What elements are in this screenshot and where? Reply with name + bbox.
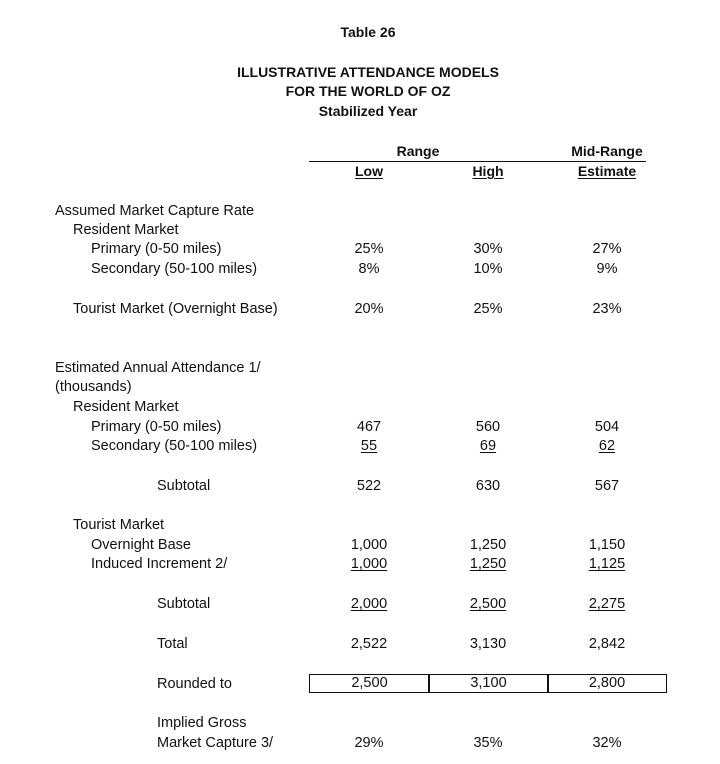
cell-low: 467	[356, 419, 382, 435]
cell-high: 1,250	[469, 537, 507, 553]
title-line-1: ILLUSTRATIVE ATTENDANCE MODELS	[237, 64, 499, 80]
attendance-heading: Estimated Annual Attendance 1/	[55, 360, 261, 376]
title-line-2: FOR THE WORLD OF OZ	[285, 83, 451, 99]
high-header: High	[472, 163, 504, 179]
implied-cell-mid: 32%	[592, 735, 622, 751]
cell-mid: 567	[594, 478, 620, 494]
implied-label-line-1: Implied Gross	[157, 715, 247, 731]
cell-low: 1,000	[350, 537, 388, 553]
cell-mid: 1,150	[588, 537, 626, 553]
cell-low: 2,000	[350, 596, 388, 612]
cell-low: 1,000	[350, 556, 388, 572]
cell-high: 3,130	[469, 636, 507, 652]
cell-low: 2,522	[350, 636, 388, 652]
implied-label-line-2: Market Capture 3/	[157, 735, 274, 751]
cell-mid: 9%	[596, 261, 618, 277]
cell-low: 20%	[354, 301, 384, 317]
row-label: Total	[157, 636, 188, 652]
cell-low: 25%	[354, 241, 384, 257]
implied-cell-low: 29%	[354, 735, 384, 751]
cell-high: 69	[479, 438, 497, 454]
cell-low: 522	[356, 478, 382, 494]
attendance-resident-market: Resident Market	[73, 399, 179, 415]
cell-high: 25%	[473, 301, 503, 317]
cell-mid: 62	[598, 438, 616, 454]
row-label: Rounded to	[157, 676, 232, 692]
cell-low: 8%	[358, 261, 380, 277]
estimate-header: Estimate	[577, 163, 637, 179]
cell-mid: 23%	[592, 301, 622, 317]
cell-high: 560	[475, 419, 501, 435]
cell-mid: 27%	[592, 241, 622, 257]
table-number: Table 26	[340, 24, 396, 40]
cell-mid: 2,275	[588, 596, 626, 612]
capture-resident-market: Resident Market	[73, 222, 179, 238]
row-label: Secondary (50-100 miles)	[91, 438, 258, 454]
cell-mid: 504	[594, 419, 620, 435]
row-label: Primary (0-50 miles)	[91, 241, 222, 257]
range-header: Range	[396, 143, 440, 159]
boxed-cell-low: 2,500	[309, 674, 430, 693]
boxed-cell-mid: 2,800	[547, 674, 667, 693]
cell-high: 10%	[473, 261, 503, 277]
row-label: Subtotal	[157, 478, 211, 494]
cell-high: 1,250	[469, 556, 507, 572]
boxed-cell-high: 3,100	[428, 674, 549, 693]
row-label: Subtotal	[157, 596, 211, 612]
cell-mid: 1,125	[588, 556, 626, 572]
row-label: Tourist Market (Overnight Base)	[73, 301, 278, 317]
mid-range-header: Mid-Range	[571, 143, 643, 159]
row-label: Induced Increment 2/	[91, 556, 228, 572]
cell-high: 30%	[473, 241, 503, 257]
row-label: Secondary (50-100 miles)	[91, 261, 258, 277]
row-label: Primary (0-50 miles)	[91, 419, 222, 435]
row-label: Overnight Base	[91, 537, 191, 553]
title-line-3: Stabilized Year	[318, 103, 418, 119]
capture-heading: Assumed Market Capture Rate	[55, 203, 255, 219]
cell-high: 2,500	[469, 596, 507, 612]
cell-high: 630	[475, 478, 501, 494]
range-rule	[309, 161, 646, 162]
implied-cell-high: 35%	[473, 735, 503, 751]
cell-low: 55	[360, 438, 378, 454]
low-header: Low	[355, 163, 383, 179]
cell-mid: 2,842	[588, 636, 626, 652]
attendance-tourist-market: Tourist Market	[73, 517, 165, 533]
attendance-units: (thousands)	[55, 379, 132, 395]
